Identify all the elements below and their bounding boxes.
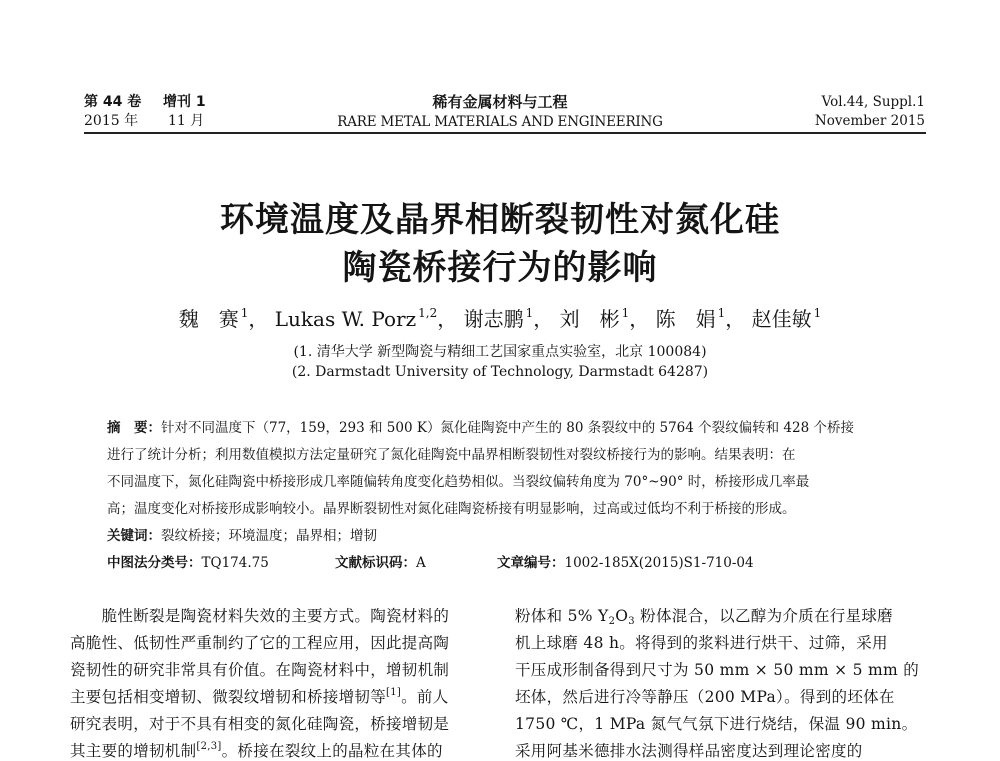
abstract-label: 摘 要： xyxy=(107,420,161,436)
author-name: 陈 娟 xyxy=(655,307,716,331)
body-right-line: 干压成形制备得到尺寸为 50 mm × 50 mm × 5 mm 的 xyxy=(515,661,920,679)
body-text: 粉体混合，以乙醇为介质在行星球磨 xyxy=(634,607,893,625)
year-cn: 2015 年 xyxy=(84,113,139,129)
author-affiliation-mark: 1,2 xyxy=(418,306,438,320)
author-affiliation-mark: 1 xyxy=(813,306,822,320)
keywords xyxy=(107,524,377,544)
abstract-line-3: 不同温度下，氮化硅陶瓷中桥接形成几率随偏转角度变化趋势相似。当裂纹偏转角度为 70°~90° 时，桥接形成几率最 xyxy=(107,474,810,490)
header-rule xyxy=(84,132,926,134)
document-code-label: 文献标识码： xyxy=(335,555,416,571)
author-name: Lukas W. Porz xyxy=(274,307,417,331)
abstract-line-2: 进行了统计分析；利用数值模拟方法定量研究了氮化硅陶瓷中晶界相断裂韧性对裂纹桥接行为的影响。结果表明：在 xyxy=(107,447,796,463)
citation-ref: [1] xyxy=(386,687,402,698)
author-affiliation-mark: 1 xyxy=(621,306,630,320)
date-en: November 2015 xyxy=(814,113,925,129)
affiliation-2: (2. Darmstadt University of Technology, Darmstadt 64287) xyxy=(291,364,709,380)
journal-title-cn: 稀有金属材料与工程 xyxy=(432,93,568,111)
subscript: 3 xyxy=(628,616,635,627)
affiliation-1: (1. 清华大学 新型陶瓷与精细工艺国家重点实验室，北京 100084) xyxy=(293,344,707,360)
supplement-cn: 增刊 1 xyxy=(163,94,206,110)
body-text: 主要包括相变增韧、微裂纹增韧和桥接增韧等 xyxy=(70,688,387,706)
volume-cn: 第 44 卷 xyxy=(84,94,142,110)
body-text: 。前人 xyxy=(401,688,449,706)
author-name: 魏 赛 xyxy=(178,307,239,331)
author-name: 谢志鹏 xyxy=(463,307,524,331)
body-left-line xyxy=(70,685,449,707)
month-cn: 11 月 xyxy=(168,113,205,129)
journal-title-en: RARE METAL MATERIALS AND ENGINEERING xyxy=(337,114,663,130)
citation-ref: [2,3] xyxy=(196,741,222,752)
author-separator: ， xyxy=(725,307,746,331)
abstract-line-4: 高；温度变化对桥接形成影响较小。晶界断裂韧性对氮化硅陶瓷桥接有明显影响，过高或过低均不利于桥接的形成。 xyxy=(107,501,796,517)
body-left-line: 研究表明，对于不具有相变的氮化硅陶瓷，桥接增韧是 xyxy=(70,715,450,733)
body-left-line: 瓷韧性的研究非常具有价值。在陶瓷材料中，增韧机制 xyxy=(70,661,450,679)
body-right-line: 坯体，然后进行冷等静压（200 MPa）。得到的坯体在 xyxy=(515,688,895,706)
clc-value: TQ174.75 xyxy=(201,555,269,571)
abstract-text: 针对不同温度下（77，159，293 和 500 K）氮化硅陶瓷中产生的 80 条裂纹中的 5764 个裂纹偏转和 428 个桥接 xyxy=(161,420,854,436)
keywords-text: 裂纹桥接；环境温度；晶界相；增韧 xyxy=(161,528,377,544)
body-text: 其主要的增韧机制 xyxy=(70,742,197,760)
body-left-line: 脆性断裂是陶瓷材料失效的主要方式。陶瓷材料的 xyxy=(70,607,450,625)
paper-title-line2: 陶瓷桥接行为的影响 xyxy=(342,248,658,288)
body-text: 。桥接在裂纹上的晶粒在其体的 xyxy=(221,742,443,760)
clc-label: 中图法分类号： xyxy=(107,555,202,571)
body-right-line: 采用阿基米德排水法测得样品密度达到理论密度的 xyxy=(515,742,863,760)
author-list xyxy=(0,303,1000,332)
document-code xyxy=(335,551,426,571)
author-separator: ， xyxy=(629,307,650,331)
body-left-line xyxy=(70,739,443,761)
article-number-value: 1002-185X(2015)S1-710-04 xyxy=(564,555,754,571)
body-text: 粉体和 5% Y xyxy=(515,607,609,625)
body-left-line: 高脆性、低韧性严重制约了它的工程应用，因此提高陶 xyxy=(70,634,450,652)
clc-number xyxy=(107,551,269,571)
keywords-label: 关键词： xyxy=(107,528,161,544)
body-text: O xyxy=(615,607,629,625)
author-affiliation-mark: 1 xyxy=(525,306,534,320)
paper-title-line1: 环境温度及晶界相断裂韧性对氮化硅 xyxy=(220,200,780,240)
article-number xyxy=(497,551,754,571)
body-right-line: 1750 ℃，1 MPa 氮气气氛下进行烧结，保温 90 min。 xyxy=(515,715,918,733)
body-right-line: 机上球磨 48 h。将得到的浆料进行烘干、过筛，采用 xyxy=(515,634,888,652)
author-affiliation-mark: 1 xyxy=(240,306,249,320)
author-separator: ， xyxy=(248,307,269,331)
author-separator: ， xyxy=(533,307,554,331)
author-name: 赵佳敏 xyxy=(751,307,812,331)
document-code-value: A xyxy=(416,555,426,571)
abstract-line-1 xyxy=(107,416,854,436)
body-right-line xyxy=(515,604,893,627)
author-name: 刘 彬 xyxy=(559,307,620,331)
author-affiliation-mark: 1 xyxy=(717,306,726,320)
article-number-label: 文章编号： xyxy=(497,555,565,571)
volume-en: Vol.44, Suppl.1 xyxy=(821,94,925,110)
subscript: 2 xyxy=(608,616,616,627)
author-separator: ， xyxy=(437,307,458,331)
